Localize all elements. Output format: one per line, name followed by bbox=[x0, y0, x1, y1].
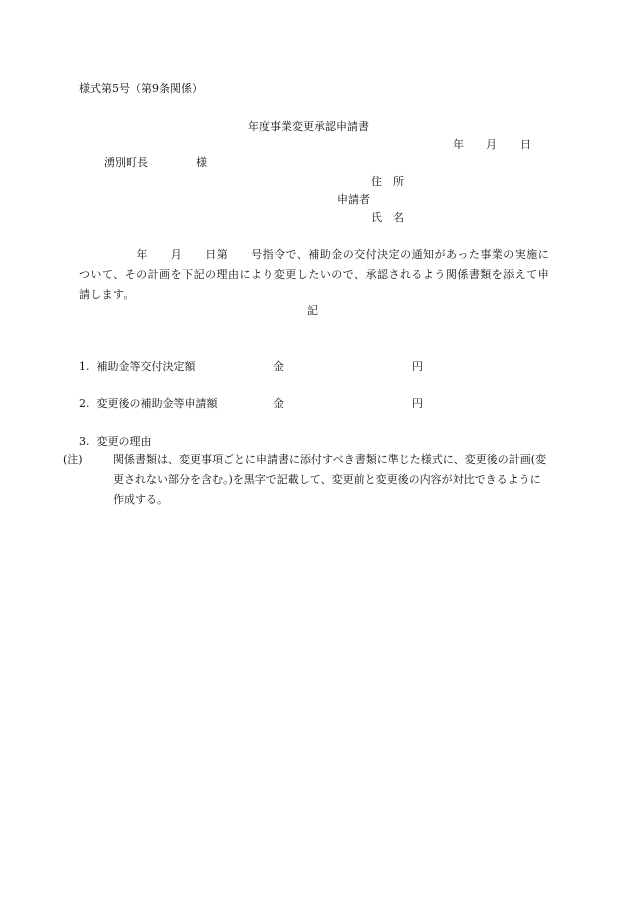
addressee-name: 湧別町長 bbox=[104, 156, 148, 169]
date-month: 月 bbox=[486, 138, 497, 151]
item-2-label: 2. 変更後の補助金等申請額 bbox=[79, 397, 218, 410]
item-1-label: 1. 補助金等交付決定額 bbox=[79, 360, 196, 373]
body-paragraph: 年 月 日第 号指令で、補助金の交付決定の通知があった事業の実施について、その計画を下記の理由により変更したいので、承認されるよう関係書類を添えて申請します。 bbox=[79, 248, 549, 301]
addressee-honorific: 様 bbox=[196, 156, 207, 169]
note-block bbox=[63, 450, 550, 510]
document-title: 年度事業変更承認申請書 bbox=[248, 120, 369, 133]
item-1-unit: 円 bbox=[412, 360, 423, 373]
note-text: 関係書類は、変更事項ごとに申請書に添付すべき書類に準じた様式に、変更後の計画(変更されない部分を含む。)を黒字で記載して、変更前と変更後の内容が対比できるように作成する。 bbox=[113, 453, 547, 506]
applicant-address-label: 住 所 bbox=[371, 175, 404, 188]
note-content bbox=[63, 450, 550, 510]
date-day: 日 bbox=[520, 138, 531, 151]
form-number: 様式第5号（第9条関係） bbox=[79, 82, 203, 95]
item-2-unit: 円 bbox=[412, 397, 423, 410]
item-2-currency: 金 bbox=[273, 397, 284, 410]
date-year: 年 bbox=[453, 138, 464, 151]
applicant-name-label: 氏 名 bbox=[371, 211, 404, 224]
item-1-currency: 金 bbox=[273, 360, 284, 373]
ki-heading: 記 bbox=[307, 304, 318, 317]
reason-label: 3. 変更の理由 bbox=[79, 435, 152, 448]
note-head: (注) bbox=[63, 453, 83, 466]
applicant-label: 申請者 bbox=[337, 193, 370, 206]
